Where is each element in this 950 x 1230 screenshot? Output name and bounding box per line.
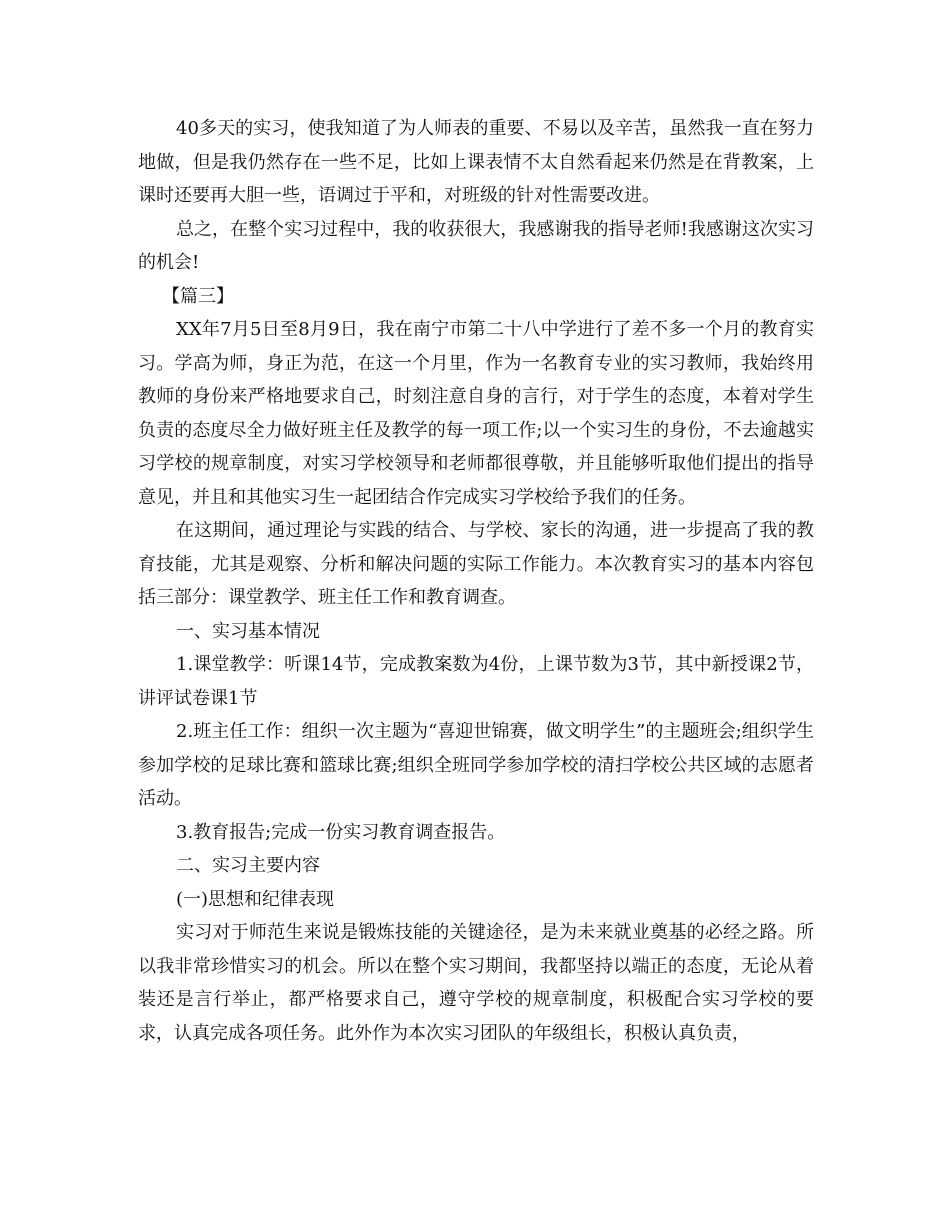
- paragraph-internship-overview: XX年7月5日至8月9日，我在南宁市第二十八中学进行了差不多一个月的教育实习。学高为师，身正为范，在这一个月里，作为一名教育专业的实习教师，我始终用教师的身份来严格地要求自己，时刻注意自身的言行，对于学生的态度，本着对学生负责的态度尽全力做好班主任及教学的每一项工作;以一个实习生的身份，不去逾越实习学校的规章制度，对实习学校领导和老师都很尊敬，并且能够听取他们提出的指导意见，并且和其他实习生一起团结合作完成实习学校给予我们的任务。: [138, 319, 814, 508]
- paragraph-reflection: 40多天的实习，使我知道了为人师表的重要、不易以及辛苦，虽然我一直在努力地做，但是我仍然存在一些不足，比如上课表情不太自然看起来仍然是在背教案，上课时还要再大胆一些，语调过于平和，对班级的针对性需要改进。: [138, 118, 814, 206]
- list-item-education-report: 3.教育报告;完成一份实习教育调查报告。: [176, 821, 506, 843]
- list-item-class-teacher-work: 2.班主任工作：组织一次主题为“喜迎世锦赛，做文明学生”的主题班会;组织学生参加学校的足球比赛和篮球比赛;组织全班同学参加学校的清扫学校公共区域的志愿者活动。: [138, 721, 814, 809]
- document-body: [138, 112, 814, 1050]
- list-item-classroom-teaching: 1.课堂教学：听课14节，完成教案数为4份，上课节数为3节，其中新授课2节，讲评试卷课1节: [138, 654, 814, 709]
- paragraph-conclusion: 总之，在整个实习过程中，我的收获很大，我感谢我的指导老师!我感谢这次实习的机会!: [138, 218, 814, 273]
- subheading-basic-situation: 一、实习基本情况: [176, 620, 320, 642]
- section-heading-part-three: 【篇三】: [162, 285, 234, 307]
- subheading-thought-discipline: (一)思想和纪律表现: [176, 888, 335, 910]
- paragraph-thought-discipline: 实习对于师范生来说是锻炼技能的关键途径，是为未来就业奠基的必经之路。所以我非常珍惜实习的机会。所以在整个实习期间，我都坚持以端正的态度，无论从着装还是言行举止，都严格要求自己，遵守学校的规章制度，积极配合实习学校的要求，认真完成各项任务。此外作为本次实习团队的年级组长，积极认真负责，: [138, 922, 814, 1044]
- paragraph-internship-gains: 在这期间，通过理论与实践的结合、与学校、家长的沟通，进一步提高了我的教育技能，尤其是观察、分析和解决问题的实际工作能力。本次教育实习的基本内容包括三部分：课堂教学、班主任工作和教育调查。: [138, 520, 814, 608]
- subheading-main-content: 二、实习主要内容: [176, 855, 320, 876]
